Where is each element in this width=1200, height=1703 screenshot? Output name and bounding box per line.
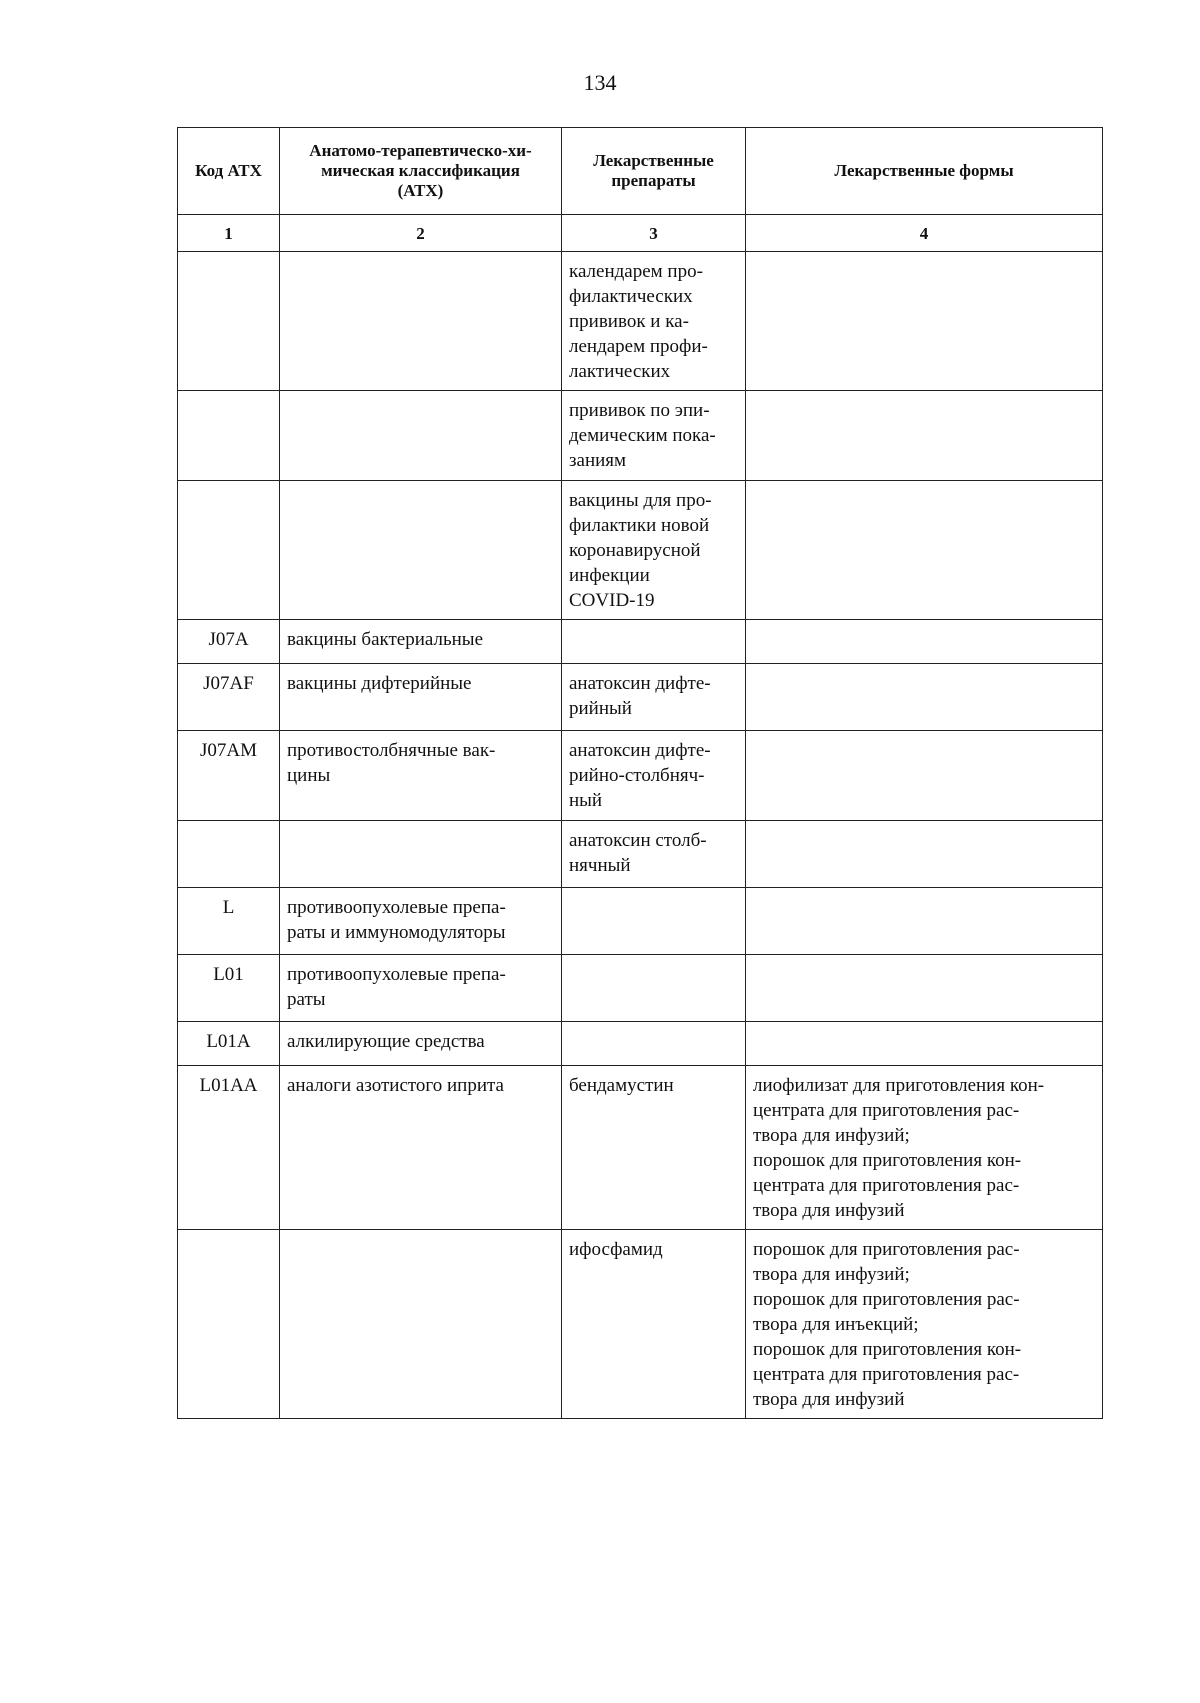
- table-cell-forms: лиофилизат для приготовления кон- центрата для приготовления рас- твора для инфузий; порошок для приготовления кон- центрата для приготовления рас- твора для инфузий: [746, 1066, 1103, 1230]
- table-cell-drug: [562, 888, 746, 955]
- table-cell-forms: [746, 481, 1103, 620]
- table-cell-drug: анатоксин дифте- рийно-столбняч- ный: [562, 731, 746, 821]
- table-cell-code: L01A: [178, 1022, 280, 1066]
- table-cell-code: L01AA: [178, 1066, 280, 1230]
- table-cell-forms: [746, 888, 1103, 955]
- atx-drug-table: [177, 127, 1103, 1419]
- table-row: [178, 664, 1103, 731]
- table-cell-drug: [562, 1022, 746, 1066]
- table-cell-classification: противоопухолевые препа- раты: [280, 955, 562, 1022]
- table-cell-code: [178, 821, 280, 888]
- table-row: [178, 821, 1103, 888]
- table-cell-code: [178, 1230, 280, 1419]
- header-drugs: Лекарственные препараты: [562, 128, 746, 215]
- table-cell-classification: [280, 481, 562, 620]
- table-cell-code: [178, 481, 280, 620]
- table-cell-forms: [746, 391, 1103, 481]
- table-cell-classification: алкилирующие средства: [280, 1022, 562, 1066]
- table-cell-code: J07A: [178, 620, 280, 664]
- table-cell-forms: [746, 252, 1103, 391]
- table-cell-forms: порошок для приготовления рас- твора для инфузий; порошок для приготовления рас- твора для инъекций; порошок для приготовления кон- центрата для приготовления рас- твора для инфузий: [746, 1230, 1103, 1419]
- table-cell-drug: прививок по эпи- демическим пока- заниям: [562, 391, 746, 481]
- table-cell-classification: [280, 1230, 562, 1419]
- header-dosage-forms: Лекарственные формы: [746, 128, 1103, 215]
- table-row: [178, 252, 1103, 391]
- table-cell-drug: вакцины для про- филактики новой коронавирусной инфекции COVID-19: [562, 481, 746, 620]
- column-number-row: [178, 215, 1103, 252]
- table-cell-classification: противостолбнячные вак- цины: [280, 731, 562, 821]
- table-row: [178, 1230, 1103, 1419]
- column-number: 2: [280, 215, 562, 252]
- table-cell-forms: [746, 620, 1103, 664]
- page-number: 134: [583, 70, 617, 95]
- table-cell-drug: календарем про- филактических прививок и ка- лендарем профи- лактических: [562, 252, 746, 391]
- table-cell-code: L: [178, 888, 280, 955]
- table-cell-code: L01: [178, 955, 280, 1022]
- table-cell-drug: [562, 955, 746, 1022]
- table-cell-drug: анатоксин столб- нячный: [562, 821, 746, 888]
- table-row: [178, 391, 1103, 481]
- table-header-row: [178, 128, 1103, 215]
- table-row: [178, 1022, 1103, 1066]
- table-cell-forms: [746, 821, 1103, 888]
- table-cell-code: [178, 252, 280, 391]
- table-cell-classification: [280, 391, 562, 481]
- table-cell-code: J07AM: [178, 731, 280, 821]
- table-cell-classification: [280, 821, 562, 888]
- table-row: [178, 888, 1103, 955]
- table-cell-code: [178, 391, 280, 481]
- table-cell-classification: противоопухолевые препа- раты и иммуномодуляторы: [280, 888, 562, 955]
- table-cell-forms: [746, 731, 1103, 821]
- table-row: [178, 620, 1103, 664]
- table-cell-classification: [280, 252, 562, 391]
- table-cell-code: J07AF: [178, 664, 280, 731]
- table-row: [178, 1066, 1103, 1230]
- header-atx-code: Код АТХ: [178, 128, 280, 215]
- table-cell-drug: бендамустин: [562, 1066, 746, 1230]
- table-cell-forms: [746, 664, 1103, 731]
- table-row: [178, 731, 1103, 821]
- table-cell-drug: ифосфамид: [562, 1230, 746, 1419]
- column-number: 4: [746, 215, 1103, 252]
- column-number: 3: [562, 215, 746, 252]
- table-row: [178, 481, 1103, 620]
- table-cell-classification: вакцины дифтерийные: [280, 664, 562, 731]
- table-cell-forms: [746, 955, 1103, 1022]
- header-classification: Анатомо-терапевтическо-хи- мическая классификация (АТХ): [280, 128, 562, 215]
- table-cell-classification: вакцины бактериальные: [280, 620, 562, 664]
- table-cell-classification: аналоги азотистого иприта: [280, 1066, 562, 1230]
- table-row: [178, 955, 1103, 1022]
- table-cell-forms: [746, 1022, 1103, 1066]
- table-cell-drug: [562, 620, 746, 664]
- column-number: 1: [178, 215, 280, 252]
- table-cell-drug: анатоксин дифте- рийный: [562, 664, 746, 731]
